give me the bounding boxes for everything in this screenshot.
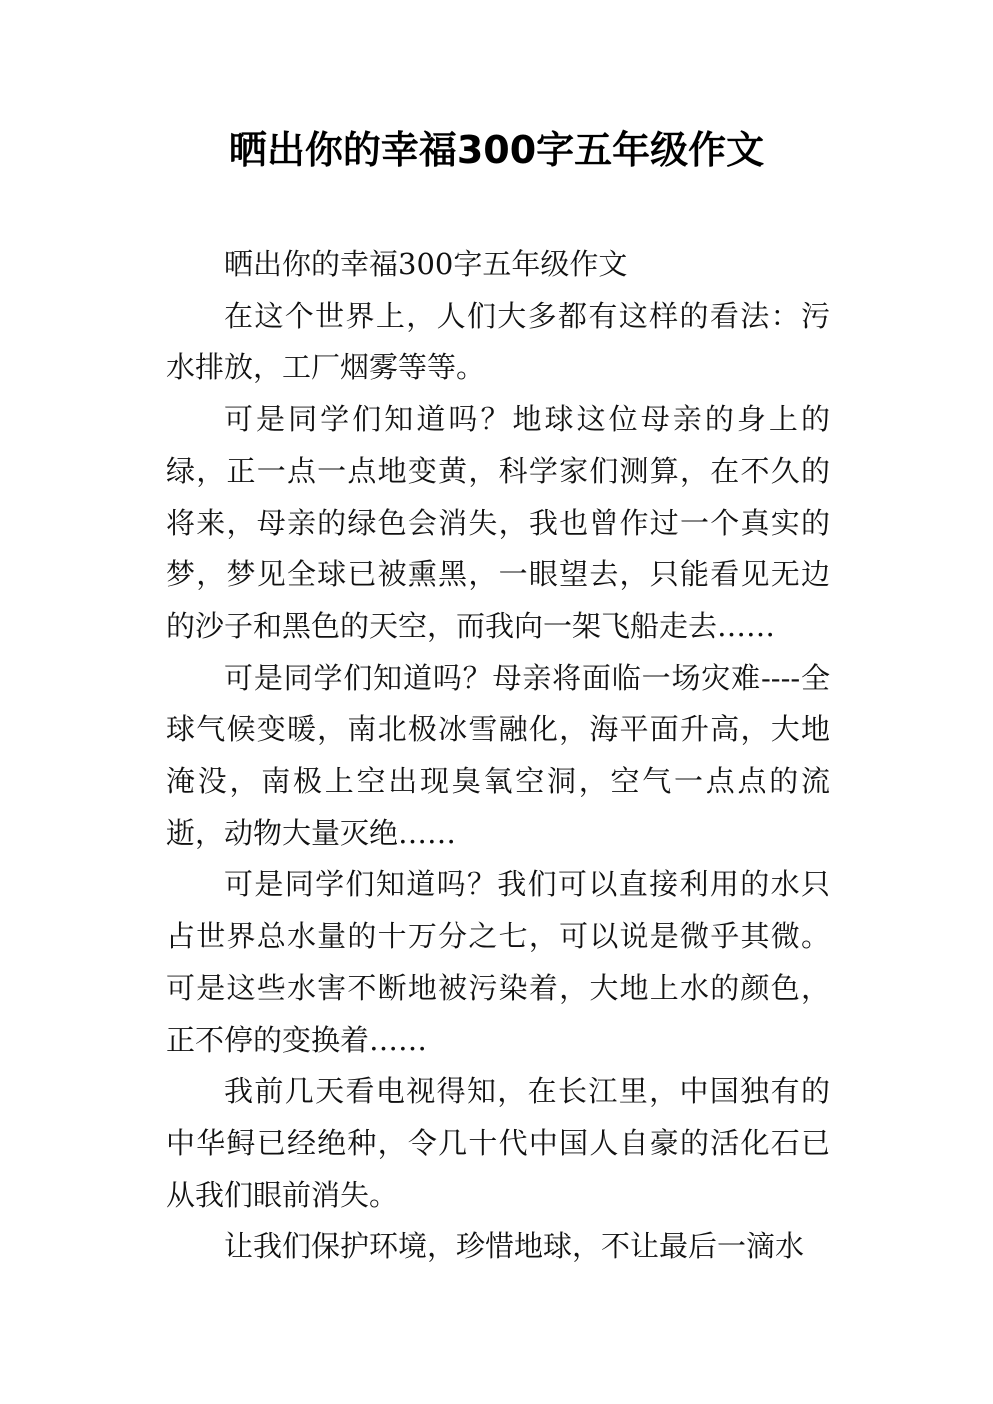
paragraph: 我前几天看电视得知，在长江里，中国独有的中华鲟已经绝种，令几十代中国人自豪的活化石已从我们眼前消失。 bbox=[166, 1074, 830, 1212]
paragraph: 在这个世界上，人们大多都有这样的看法：污水排放，工厂烟雾等等。 bbox=[166, 298, 830, 385]
paragraph: 让我们保护环境，珍惜地球，不让最后一滴水 bbox=[224, 1229, 805, 1264]
document-body bbox=[166, 239, 830, 1273]
paragraph: 可是同学们知道吗？我们可以直接利用的水只占世界总水量的十万分之七，可以说是微乎其微。可是这些水害不断地被污染着，大地上水的颜色，正不停的变换着…… bbox=[166, 867, 830, 1057]
document-title: 晒出你的幸福300字五年级作文 bbox=[228, 128, 765, 172]
paragraph: 可是同学们知道吗？母亲将面临一场灾难----全球气候变暖，南北极冰雪融化，海平面升高，大地淹没，南极上空出现臭氧空洞，空气一点点的流逝，动物大量灭绝…… bbox=[166, 660, 830, 850]
paragraph: 可是同学们知道吗？地球这位母亲的身上的绿，正一点一点地变黄，科学家们测算，在不久的将来，母亲的绿色会消失，我也曾作过一个真实的梦，梦见全球已被熏黑，一眼望去，只能看见无边的沙子和黑色的天空，而我向一架飞船走去…… bbox=[166, 402, 830, 643]
paragraph-subtitle: 晒出你的幸福300字五年级作文 bbox=[224, 247, 628, 281]
